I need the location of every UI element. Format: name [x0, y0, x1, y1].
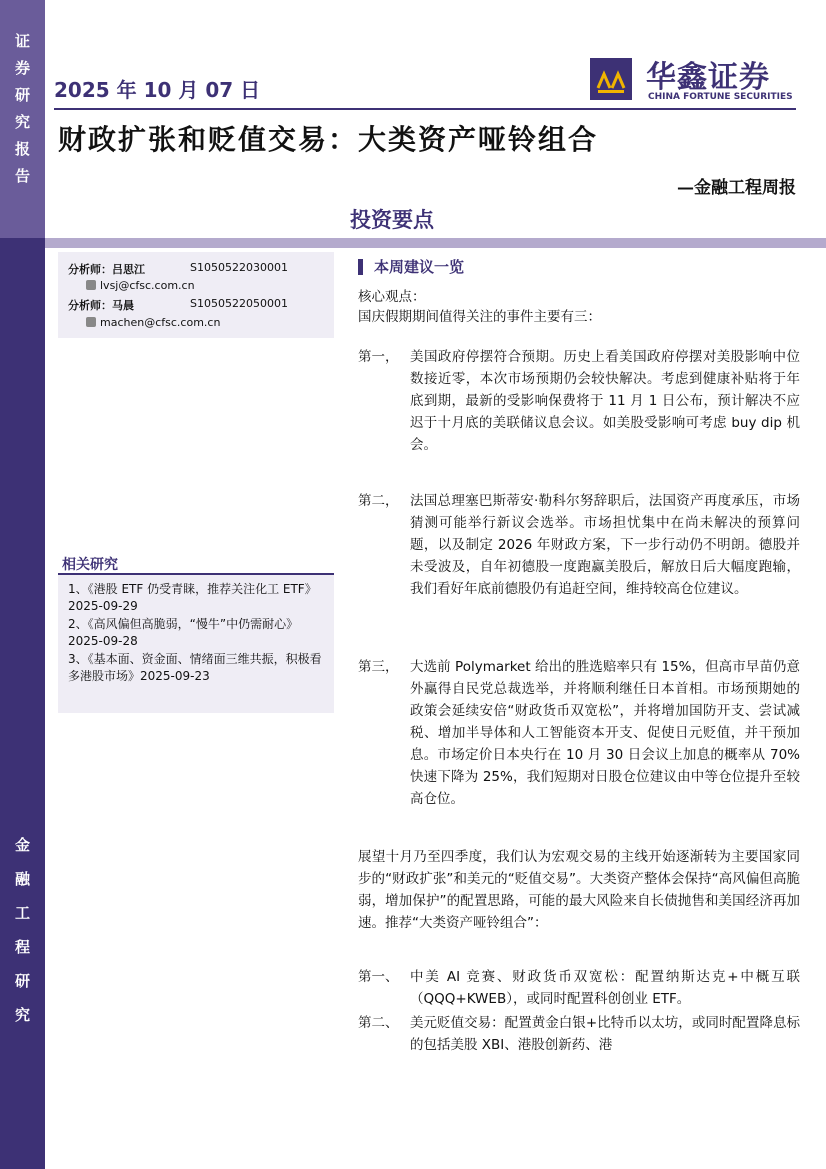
- recommendation-text: 中美 AI 竞赛、财政货币双宽松：配置纳斯达克+中概互联（QQQ+KWEB），或同时配置科创创业 ETF。: [410, 969, 800, 1007]
- point-paragraph: [358, 490, 800, 600]
- report-date: 2025 年 10 月 07 日: [54, 78, 261, 102]
- point-text: 美国政府停摆符合预期。历史上看美国政府停摆对美股影响中位数接近零，本次市场预期仍会较快解决。考虑到健康补贴将于年底到期，最新的受影响保费将于 11 月 1 日公布，预计解决不应迟于十月底的美联储议息会议。如美股受影响可考虑 buy dip 机会。: [410, 349, 800, 453]
- section-marker: [358, 259, 363, 275]
- section-title: 本周建议一览: [374, 258, 465, 276]
- point-label: 第三，: [358, 659, 399, 675]
- email-icon: [86, 280, 96, 290]
- point-text: 大选前 Polymarket 给出的胜选赔率只有 15%，但高市早苗仍意外赢得自民党总裁选举，并将顺利继任日本首相。市场预期她的政策会延续安倍“财政货币双宽松”，并将增加国防开支、尝试减税、增加半导体和人工智能资本开支、促使日元贬值，并干预加息。市场定价日本央行在 10 月 30 日会议上加息的概率从 70%快速下降为 25%，我们短期对日股仓位建议由中等仓位提升至较高仓位。: [410, 659, 800, 807]
- analyst-email-row: [86, 279, 195, 292]
- analyst-row: [68, 261, 288, 277]
- related-research-item[interactable]: 1、《港股 ETF 仍受青睐，推荐关注化工 ETF》2025-09-29: [68, 582, 317, 613]
- outlook-paragraph: 展望十月乃至四季度，我们认为宏观交易的主线开始逐渐转为主要国家同步的“财政扩张”和美元的“贬值交易”。大类资产整体会保持“高风偏但高脆弱，增加保护”的配置思路，可能的最大风险来自长债抛售和美国经济再加速。推荐“大类资产哑铃组合”：: [358, 849, 800, 931]
- related-research-list: [68, 581, 330, 686]
- analyst-email[interactable]: lvsj@cfsc.com.cn: [100, 279, 195, 292]
- recommendation-text: 美元贬值交易：配置黄金白银+比特币以太坊，或同时配置降息标的包括美股 XBI、港股创新药、港: [410, 1015, 800, 1053]
- related-research-item[interactable]: 2、《高风偏但高脆弱，“慢牛”中仍需耐心》2025-09-28: [68, 617, 299, 648]
- company-logo: [590, 52, 793, 104]
- analyst-email-row: [86, 316, 220, 329]
- left-sidebar: [0, 0, 45, 1169]
- related-research-item[interactable]: 3、《基本面、资金面、情绪面三维共振，积极看多港股市场》2025-09-23: [68, 652, 322, 683]
- analyst-panel: [58, 252, 334, 338]
- point-paragraph: [358, 656, 800, 810]
- point-label: 第一，: [358, 349, 399, 365]
- analyst-cert: S1050522030001: [190, 261, 288, 274]
- header-divider: [54, 108, 796, 110]
- related-research-panel: [58, 575, 334, 713]
- investment-highlights-label: 投资要点: [350, 207, 434, 232]
- related-research-heading: 相关研究: [62, 557, 118, 573]
- section-band: [45, 238, 826, 248]
- sidebar-bottom-label: 金 融 工 程 研 究: [14, 836, 30, 1024]
- report-title: 财政扩张和贬值交易：大类资产哑铃组合: [58, 123, 599, 156]
- recommendation-label: 第一、: [358, 969, 399, 985]
- core-view-label: 核心观点：: [358, 289, 426, 305]
- recommendation-paragraph: [358, 966, 800, 1010]
- analyst-cert: S1050522050001: [190, 297, 288, 310]
- recommendation-paragraph: [358, 1012, 800, 1056]
- analyst-row: [68, 297, 288, 313]
- point-text: 法国总理塞巴斯蒂安·勒科尔努辞职后，法国资产再度承压，市场猜测可能举行新议会选举。市场担忧集中在尚未解决的预算问题，以及制定 2026 年财政方案，下一步行动仍不明朗。德股并未受波及，自年初德股一度跑赢美股后，解放日后大幅度跑输，我们看好年底前德股仍有追赶空间，维持较高仓位建议。: [410, 493, 800, 597]
- analyst-email[interactable]: machen@cfsc.com.cn: [100, 316, 221, 329]
- analyst-name: 分析师：吕思江: [68, 263, 145, 276]
- point-paragraph: [358, 346, 800, 456]
- point-label: 第二，: [358, 493, 399, 509]
- intro-text: 国庆假期期间值得关注的事件主要有三：: [358, 309, 601, 325]
- report-subtitle: —金融工程周报: [677, 178, 796, 198]
- email-icon: [86, 317, 96, 327]
- logo-mark-icon: [590, 58, 632, 100]
- recommendation-label: 第二、: [358, 1015, 399, 1031]
- logo-english-name: CHINA FORTUNE SECURITIES: [648, 92, 793, 102]
- analyst-name: 分析师：马晨: [68, 299, 134, 312]
- logo-chinese-name: 华鑫证券: [646, 60, 770, 95]
- sidebar-top-label: 证 券 研 究 报 告: [14, 32, 30, 185]
